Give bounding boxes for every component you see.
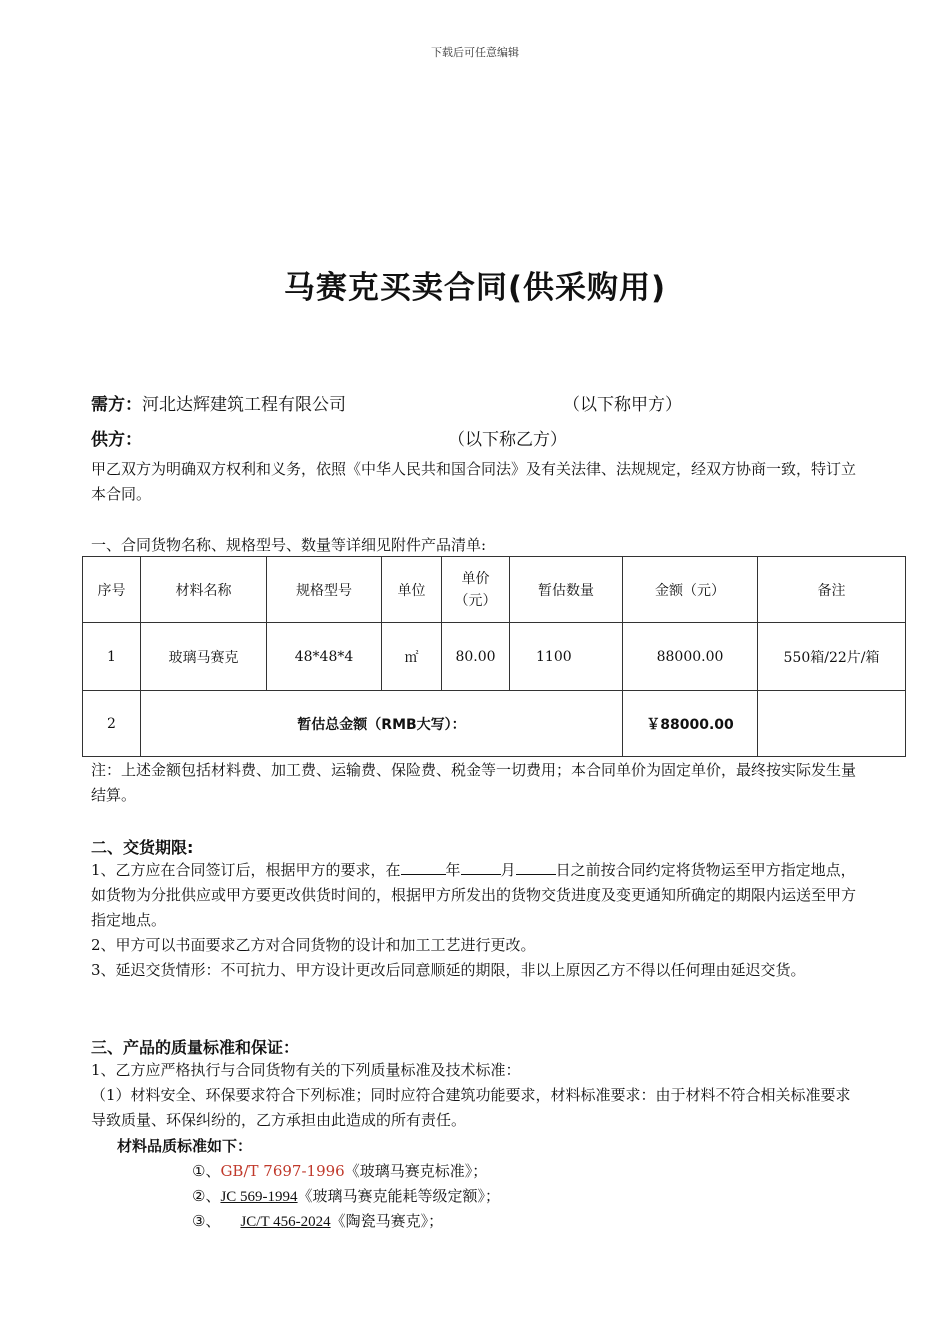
section3-title: 三、产品的质量标准和保证：: [91, 1038, 300, 1057]
year-blank: [401, 859, 446, 875]
standard-name: 《玻璃马赛克标准》；: [344, 1162, 488, 1180]
standard-name: 《玻璃马赛克能耗等级定额》；: [297, 1187, 501, 1205]
standard-name: 《陶瓷马赛克》；: [330, 1212, 444, 1230]
standard-item: [192, 1185, 500, 1206]
standard-code: JC 569-1994: [220, 1189, 298, 1205]
total-amount: ￥88000.00: [623, 691, 758, 757]
standard-item: [192, 1210, 443, 1231]
table-note: 注：上述金额包括材料费、加工费、运输费、保险费、税金等一切费用；本合同单价为固定单价，最终按实际发生量结算。: [91, 761, 857, 804]
cell-price: 80.00: [442, 623, 510, 691]
standard-code: GB/T 7697-1996: [220, 1162, 345, 1180]
standard-number: ②、: [192, 1187, 221, 1205]
section3-p1: 1、乙方应严格执行与合同货物有关的下列质量标准及技术标准：: [91, 1061, 521, 1079]
cell-spec: 48*48*4: [267, 623, 382, 691]
standard-number: ③、: [192, 1212, 221, 1230]
header-spec: 规格型号: [267, 557, 382, 623]
total-remark: [758, 691, 906, 757]
section2-p3: 3、延迟交货情形：不可抗力、甲方设计更改后同意顺延的期限，非以上原因乙方不得以任何理由延迟交货。: [91, 961, 806, 979]
cell-qty: 1100: [510, 623, 623, 691]
cell-amount: 88000.00: [623, 623, 758, 691]
header-price: 单价（元）: [442, 557, 510, 623]
clause1-intro: 一、合同货物名称、规格型号、数量等详细见附件产品清单:: [91, 536, 487, 554]
header-qty: 暂估数量: [510, 557, 623, 623]
supplier-line: [91, 425, 142, 450]
total-no: 2: [83, 691, 141, 757]
header-unit: 单位: [382, 557, 442, 623]
cell-name: 玻璃马赛克: [141, 623, 267, 691]
document-title: 马赛克买卖合同(供采购用): [283, 270, 667, 306]
cell-unit: ㎡: [382, 623, 442, 691]
buyer-alias: （以下称甲方）: [563, 395, 682, 415]
standard-code: JC/T 456-2024: [240, 1214, 331, 1230]
header-remark: 备注: [758, 557, 906, 623]
table-row: [83, 623, 906, 691]
buyer-name: 河北达辉建筑工程有限公司: [142, 395, 346, 415]
section2-title: 二、交货期限:: [91, 838, 194, 857]
header-amount: 金额（元）: [623, 557, 758, 623]
preamble-paragraph: 甲乙双方为明确双方权利和义务，依照《中华人民共和国合同法》及有关法律、法规规定，经双方协商一致，特订立本合同。: [91, 460, 857, 503]
month-blank: [461, 859, 501, 875]
table-total-row: [83, 691, 906, 757]
section3-p2: （1）材料安全、环保要求符合下列标准；同时应符合建筑功能要求，材料标准要求：由于材料不符合相关标准要求导致质量、环保纠纷的，乙方承担由此造成的所有责任。: [91, 1086, 851, 1129]
supplier-label: 供方：: [91, 430, 142, 450]
cell-no: 1: [83, 623, 141, 691]
buyer-line: [91, 390, 346, 415]
header-no: 序号: [83, 557, 141, 623]
header-note: 下载后可任意编辑: [431, 46, 519, 59]
buyer-label: 需方：: [91, 395, 142, 415]
standard-number: ①、: [192, 1162, 221, 1180]
table-header-row: [83, 557, 906, 623]
day-blank: [516, 859, 556, 875]
section2-p1-end: 日之前按合同约定将货物运至甲方指定地点，如货物为分批供应或甲方要更改供货时间的，根据甲方所发出的货物交货进度及变更通知所确定的期限内运送至甲方指定地点。: [91, 861, 857, 929]
standards-title: 材料品质标准如下：: [117, 1137, 253, 1155]
section2-p1: [91, 858, 863, 933]
year-label: 年: [445, 861, 461, 879]
month-label: 月: [500, 861, 516, 879]
section2-p2: 2、甲方可以书面要求乙方对合同货物的设计和加工工艺进行更改。: [91, 936, 536, 954]
standard-item: [192, 1160, 487, 1181]
goods-table: [82, 556, 906, 757]
header-name: 材料名称: [141, 557, 267, 623]
cell-remark: 550箱/22片/箱: [758, 623, 906, 691]
total-label: 暂估总金额（RMB大写）：: [141, 691, 623, 757]
section2-p1-start: 1、乙方应在合同签订后，根据甲方的要求，在: [91, 861, 401, 879]
supplier-alias: （以下称乙方）: [448, 430, 567, 450]
